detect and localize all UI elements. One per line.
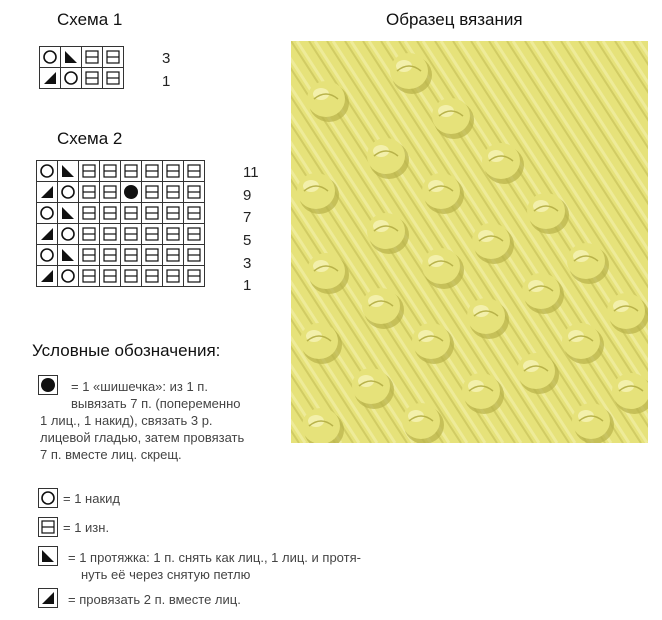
purl-icon [184,203,205,224]
chart-row [37,161,205,182]
circle-icon [37,245,58,266]
purl-icon [163,161,184,182]
chart-row [37,266,205,287]
scheme1-grid [39,46,124,89]
purl-icon [163,224,184,245]
purl-icon [184,161,205,182]
scheme1-title: Схема 1 [57,10,123,29]
chart-row [37,182,205,203]
legend-slip-line: = 1 протяжка: 1 п. снять как лиц., 1 лиц. и протя- [68,550,361,565]
legend-yarn-over-text: = 1 накид [63,491,120,506]
row-number: 1 [162,72,171,90]
circle-icon [37,203,58,224]
purl-icon [100,161,121,182]
purl-icon [100,224,121,245]
row-number: 7 [243,209,252,227]
circle-icon [58,266,79,287]
chart-row [37,203,205,224]
knitting-texture [291,41,648,443]
purl-icon [121,161,142,182]
legend-title: Условные обозначения: [32,341,221,360]
purl-icon [184,224,205,245]
bobble-icon [121,182,142,203]
legend-bobble-line: 1 лиц., 1 накид), связать 3 р. [40,413,213,428]
legend-purl-text: = 1 изн. [63,520,110,535]
knitting-sample-photo [291,41,648,443]
purl-icon [142,245,163,266]
purl-icon [163,182,184,203]
slip-stitch-icon [58,161,79,182]
k2tog-icon [37,182,58,203]
purl-icon [184,182,205,203]
purl-icon [142,161,163,182]
circle-icon [58,182,79,203]
row-number: 1 [243,277,252,295]
legend-k2tog-text: = провязать 2 п. вместе лиц. [68,592,241,607]
scheme2-title: Схема 2 [57,129,123,148]
purl-icon [121,266,142,287]
purl-icon [79,182,100,203]
purl-icon [82,68,103,89]
purl-icon [100,266,121,287]
slip-stitch-icon [58,203,79,224]
scheme2-grid [36,160,205,287]
scheme2-row-numbers [243,162,259,298]
purl-icon [100,203,121,224]
chart-row [37,245,205,266]
purl-icon [103,47,124,68]
purl-icon [142,182,163,203]
k2tog-icon [40,68,61,89]
purl-icon [142,224,163,245]
purl-icon [163,266,184,287]
purl-icon [79,224,100,245]
purl-icon [82,47,103,68]
purl-icon [163,203,184,224]
purl-icon [121,203,142,224]
circle-icon [37,161,58,182]
legend-bobble-line: 7 п. вместе лиц. скрещ. [40,447,182,462]
slip-stitch-icon [61,47,82,68]
k2tog-icon [38,588,58,608]
k2tog-icon [37,266,58,287]
photo-title: Образец вязания [386,10,523,29]
row-number: 3 [243,254,252,272]
purl-icon [79,203,100,224]
circle-icon [38,488,58,508]
chart-row [40,68,124,89]
purl-icon [100,245,121,266]
purl-icon [38,517,58,537]
purl-icon [184,245,205,266]
chart-row [37,224,205,245]
legend-slip-line: нуть её через снятую петлю [81,567,251,582]
k2tog-icon [37,224,58,245]
purl-icon [79,266,100,287]
circle-icon [58,224,79,245]
circle-icon [61,68,82,89]
circle-icon [40,47,61,68]
purl-icon [142,203,163,224]
bobble-icon [38,375,58,395]
legend-bobble-line: лицевой гладью, затем провязать [40,430,245,445]
slip-stitch-icon [38,546,58,566]
slip-stitch-icon [58,245,79,266]
purl-icon [79,245,100,266]
purl-icon [103,68,124,89]
legend-bobble-line: вывязать 7 п. (попеременно [71,396,241,411]
purl-icon [184,266,205,287]
scheme1-row-numbers [162,48,170,93]
purl-icon [163,245,184,266]
purl-icon [121,224,142,245]
purl-icon [79,161,100,182]
legend-bobble-text [40,378,245,463]
row-number: 11 [243,164,259,181]
row-number: 5 [243,232,252,250]
legend-bobble-line: = 1 «шишечка»: из 1 п. [71,379,208,394]
purl-icon [142,266,163,287]
chart-row [40,47,124,68]
row-number: 9 [243,186,252,204]
legend-slip-text [68,549,361,583]
row-number: 3 [162,50,171,67]
purl-icon [100,182,121,203]
purl-icon [121,245,142,266]
